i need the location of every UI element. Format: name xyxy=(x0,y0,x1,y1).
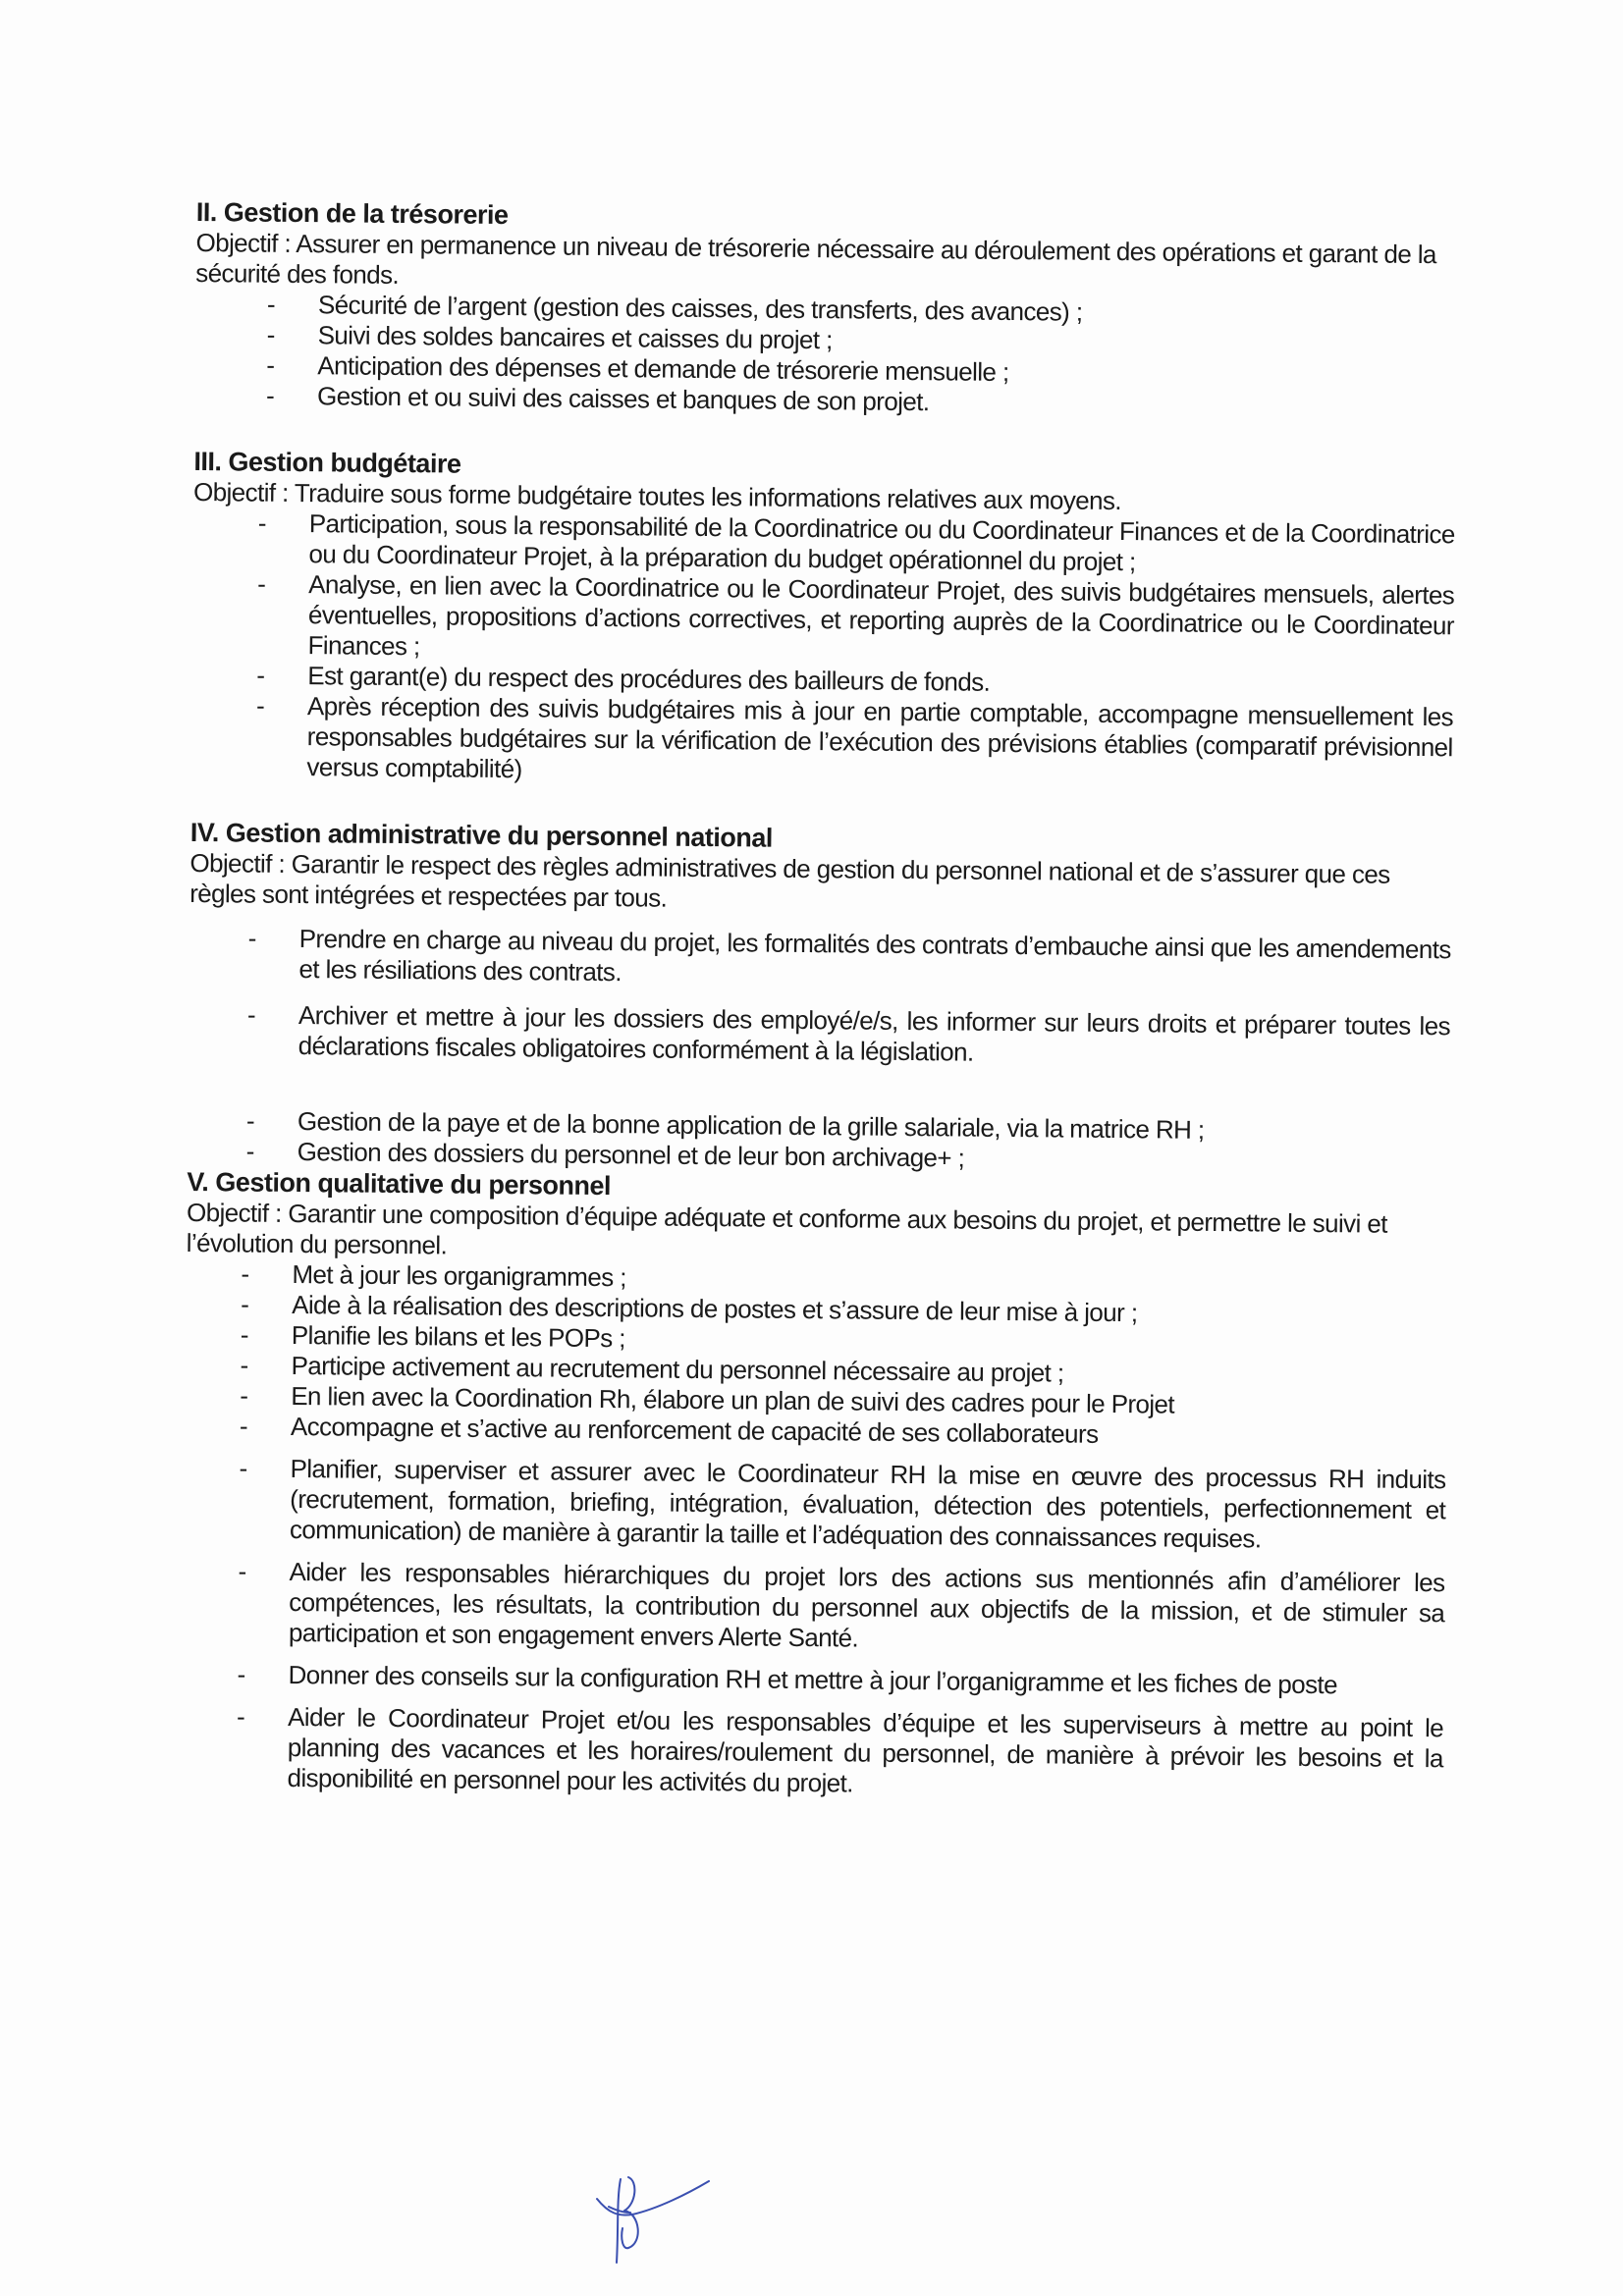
list-item: - Planifier, superviser et assurer avec le Coordinateur RH la mise en œuvre des processus RH induits (recrutement, formation, briefing, intégration, évaluation, détection des potentiels, perfectionnement et communication) de manière à garantir la taille et l’adéquation des connaissances requises. xyxy=(290,1454,1446,1556)
bullet-list xyxy=(181,1258,1447,1804)
document-body xyxy=(181,196,1458,1804)
list-item: - Participe activement au recrutement du personnel nécessaire au projet ; xyxy=(291,1351,1446,1392)
list-item: - Aide à la réalisation des descriptions de postes et s’assure de leur mise à jour ; xyxy=(292,1290,1447,1331)
section-title: III. Gestion budgétaire xyxy=(193,446,461,479)
list-item: - Analyse, en lien avec la Coordinatrice ou le Coordinateur Projet, des suivis budgétaires mensuels, alertes éventuelles, propositions d’actions correctives, et reporting auprès de la Coordinatrice ou le Coordinateur Finances ; xyxy=(307,569,1454,671)
section-objective: Objectif : Garantir le respect des règles administratives de gestion du personnel national et de s’assurer que ces règles sont intégrées et respectées par tous. xyxy=(189,847,1390,913)
list-item: - Anticipation des dépenses et demande de trésorerie mensuelle ; xyxy=(317,350,1456,392)
list-item: - Aider les responsables hiérarchiques du projet lors des actions sus mentionnés afin d’améliorer les compétences, les résultats, la contribution du personnel aux objectifs de la mission, et de stimuler sa participation et son engagement envers Alerte Santé. xyxy=(289,1557,1445,1659)
section-title: II. Gestion de la trésorerie xyxy=(195,196,509,231)
list-item: - Met à jour les organigrammes ; xyxy=(292,1259,1447,1301)
section-administrative-personnel xyxy=(188,817,1452,1178)
section-budgetaire xyxy=(190,446,1455,793)
bullet-list xyxy=(190,507,1455,793)
list-item: - Planifie les bilans et les POPs ; xyxy=(292,1320,1447,1362)
list-item: - Participation, sous la responsabilité de la Coordinatrice ou du Coordinateur Finances et de la Coordinatrice ou du Coordinateur Projet, à la préparation du budget opérationnel du projet ; xyxy=(308,508,1455,580)
section-objective: Objectif : Assurer en permanence un niveau de trésorerie nécessaire au déroulement des opérations et garant de la sécurité des fonds. xyxy=(195,227,1436,290)
list-item: - Accompagne et s’active au renforcement de capacité de ses collaborateurs xyxy=(291,1412,1446,1453)
section-qualitative-personnel xyxy=(181,1166,1448,1804)
list-item: - Aider le Coordinateur Projet et/ou les responsables d’équipe et les superviseurs à mettre au point le planning des vacances et les horaires/roulement du personnel, de manière à prévoir les besoins et la disponibilité en personnel pour les activités du projet. xyxy=(287,1702,1443,1804)
section-title: IV. Gestion administrative du personnel national xyxy=(189,817,774,853)
list-item: - Gestion de la paye et de la bonne application de la grille salariale, via la matrice RH ; xyxy=(298,1106,1449,1148)
list-item: - Après réception des suivis budgétaires mis à jour en partie comptable, accompagne mensuellement les responsables budgétaires sur la vérification de l’exécution des prévisions établies (comparatif prévisionnel versus comptabilité) xyxy=(306,691,1453,793)
list-item: - Prendre en charge au niveau du projet, les formalités des contrats d’embauche ainsi que les amendements et les résiliations des contrats. xyxy=(298,924,1451,995)
section-objective: Objectif : Garantir une composition d’équipe adéquate et conforme aux besoins du projet, et permettre le suivi et l’évolution du personnel. xyxy=(186,1197,1387,1260)
list-item: - Suivi des soldes bancaires et caisses du projet ; xyxy=(317,320,1456,361)
list-item: - Est garant(e) du respect des procédures des bailleurs de fonds. xyxy=(307,661,1453,702)
list-item: - Gestion des dossiers du personnel et de leur bon archivage+ ; xyxy=(298,1137,1449,1178)
list-item: - En lien avec la Coordination Rh, élabore un plan de suivi des cadres pour le Projet xyxy=(291,1381,1446,1422)
bullet-list xyxy=(188,923,1451,1178)
bullet-list xyxy=(194,289,1457,422)
list-item: - Sécurité de l’argent (gestion des caisses, des transferts, des avances) ; xyxy=(318,290,1457,331)
list-item: - Gestion et ou suivi des caisses et banques de son projet. xyxy=(317,381,1456,422)
signature-mark xyxy=(589,2169,746,2277)
section-tresorerie xyxy=(194,196,1458,422)
list-item: - Archiver et mettre à jour les dossiers des employé/e/s, les informer sur leurs droits et préparer toutes les déclarations fiscales obligatoires conformément à la législation. xyxy=(298,1000,1451,1072)
list-item: - Donner des conseils sur la configuration RH et mettre à jour l’organigramme et les fiches de poste xyxy=(288,1660,1443,1701)
section-title: V. Gestion qualitative du personnel xyxy=(187,1166,612,1201)
section-objective: Objectif : Traduire sous forme budgétaire toutes les informations relatives aux moyens. xyxy=(192,476,1122,516)
